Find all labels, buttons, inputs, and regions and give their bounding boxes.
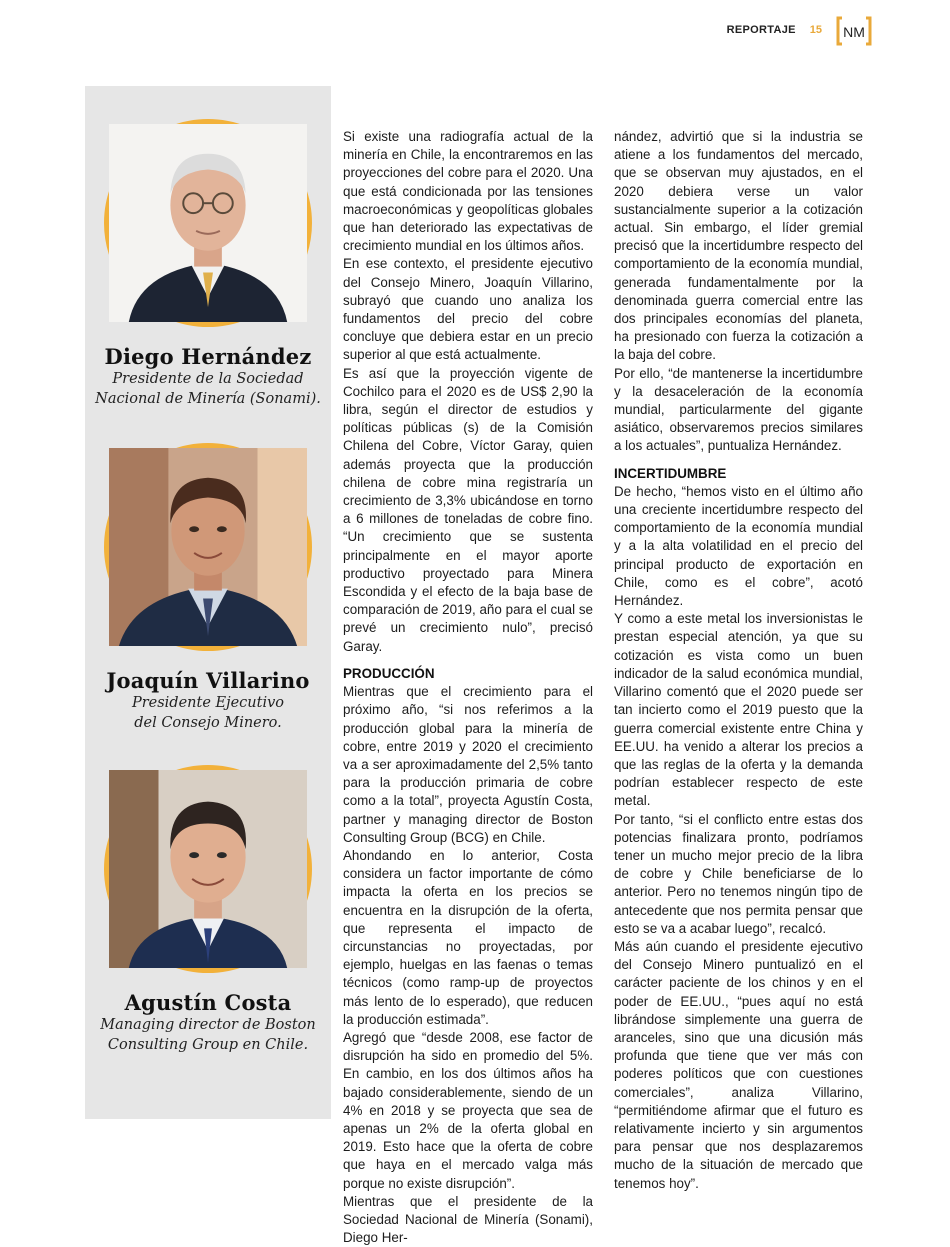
profile-joaquin-villarino (85, 668, 331, 733)
profile-role: Presidente de la Sociedad (112, 371, 304, 387)
profile-role: Consulting Group en Chile. (107, 1037, 309, 1053)
paragraph: Si existe una radiografía actual de la minería en Chile, la encontraremos en las proyecciones del cobre para el 2020. Una que está condicionada por las tensiones macroeconómicas y geopolíticas globales que han deteriorado las expectativas de crecimiento mundial en los últimos años. (343, 129, 593, 254)
paragraph: Mientras que el crecimiento para el próximo año, “si nos referimos a la producción global para la minería de cobre, entre 2019 y 2020 el crecimiento va a ser aproximadamente del 2,5% tanto para la producción primaria de cobre como a la total”, proyecta Agustín Costa, partner y managing director de Boston Consulting Group (BCG) en Chile. (343, 684, 593, 845)
paragraph: Es así que la proyección vigente de Cochilco para el 2020 es de US$ 2,90 la libra, según el director de estudios y políticas públicas (s) de la Comisión Chilena del Cobre, Víctor Garay, quien además proyecta que la producción chilena de cobre mina registraría un crecimiento de 3,3% ubicándose en torno a 6 millones de toneladas de cobre fino. “Un crecimiento que se sustenta principalmente en el mayor aporte productivo proyectado para Minera Escondida y el efecto de la baja base de comparación de 2019, año para el cual se prevé un crecimiento nulo”, precisó Garay. (343, 365, 593, 654)
profile-name: Diego Hernández (104, 344, 312, 369)
page-number: 15 (809, 24, 822, 36)
section-heading-incertidumbre: INCERTIDUMBRE (614, 465, 727, 481)
section-label: REPORTAJE (726, 24, 796, 36)
paragraph: De hecho, “hemos visto en el último año una creciente incertidumbre respecto del comportamiento de la economía mundial y a la alta volatilidad en el precio del principal producto de exportación en Chile, como es el cobre”, acotó Hernández. (614, 483, 863, 609)
profile-role: del Consejo Minero. (134, 715, 282, 731)
paragraph: Mientras que el presidente de la Sociedad Nacional de Minería (Sonami), Diego Her- (343, 1193, 593, 1246)
logo-text: NM (843, 24, 865, 40)
paragraph: En ese contexto, el presidente ejecutivo del Consejo Minero, Joaquín Villarino, subrayó que cuando uno analiza los fundamentos del precio del cobre concluye que debiera estar en un precio superior al que está actualmente. (343, 256, 593, 363)
paragraph: Por ello, “de mantenerse la incertidumbre y la desaceleración de la economía mundial, particularmente del gigante asiático, observaremos precios similares a los actuales”, puntualiza Hernández. (614, 365, 863, 454)
profile-diego-hernandez (85, 344, 331, 409)
paragraph: Ahondando en lo anterior, Costa considera un factor importante de cómo impacta la oferta en los precios se encuentra en la disrupción de la oferta, que representa el impacto de circunstancias no proyectadas, por ejemplo, huelgas en las faenas o temas técnicos (como ramp-up de proyectos más lento de lo esperado), que reducen la producción estimada”. (343, 847, 593, 1027)
portrait-agustin-costa (104, 765, 312, 973)
paragraph: Más aún cuando el presidente ejecutivo del Consejo Minero puntualizó en el carácter paciente de los chinos y en el poder de EE.UU., “pues aquí no está librándose simplemente una guerra de aranceles, sino que una dicusión más profunda que tiene que ver más con poderes políticos que con cuestiones comerciales”, analiza Villarino, “permitiéndome afirmar que el futuro es relativamente incierto y sin argumentos para pensar que nos desplazaremos mucho de la situación de mercado que tenemos hoy”. (614, 938, 863, 1191)
paragraph: Y como a este metal los inversionistas le prestan especial atención, ya que su cotización es vista como un buen indicador de la salud económica mundial, Villarino comentó que el 2020 puede ser tan incierto como el 2019 puesto que la guerra comercial existente entre China y EE.UU. ha venido a alterar los precios a que las reglas de la oferta y la demanda podrían establecer respecto de este metal. (614, 611, 863, 809)
portrait-diego-hernandez (104, 119, 312, 327)
profile-name: Joaquín Villarino (106, 668, 310, 693)
paragraph: Por tanto, “si el conflicto entre estas dos potencias finalizara pronto, podríamos tener un mucho mejor precio de la libra de cobre y Chile beneficiarse de lo anterior. Pero no tenemos ningún tipo de antecedente que nos permita pensar que esto se va a acabar luego”, recalcó. (614, 811, 863, 936)
running-header (727, 24, 822, 36)
section-heading-produccion: PRODUCCIÓN (343, 665, 435, 681)
profiles-sidebar (85, 86, 331, 1119)
profile-name: Agustín Costa (124, 990, 292, 1015)
paragraph: Agregó que “desde 2008, ese factor de disrupción ha sido en promedio del 5%. En cambio, en los dos últimos años ha bajado considerablemente, siendo de un 4% en 2018 y se proyecta que sea de apenas un 2% de la oferta global en 2019. Esto hace que la oferta de cobre que haya en el mercado valga más porque no existe disrupción”. (343, 1029, 593, 1191)
profile-role: Nacional de Minería (Sonami). (95, 391, 321, 407)
magazine-logo (836, 16, 872, 46)
profile-agustin-costa (85, 990, 331, 1055)
paragraph: nández, advirtió que si la industria se atiene a los fundamentos del mercado, que se observan muy ajustados, en el 2020 debiera verse un valor sustancialmente superior a la cotización actual. Sin embargo, el líder gremial precisó que la incertidumbre respecto del comportamiento de la economía mundial, generada fundamentalmente por la denominada guerra comercial entre las dos principales economías del planeta, ha presionado con fuerza la cotización a la baja del cobre. (614, 129, 863, 363)
profile-role: Managing director de Boston (100, 1017, 316, 1033)
article-column-1 (343, 128, 593, 1247)
portrait-joaquin-villarino (104, 443, 312, 651)
article-column-2 (614, 128, 863, 1193)
profile-role: Presidente Ejecutivo (131, 695, 285, 711)
